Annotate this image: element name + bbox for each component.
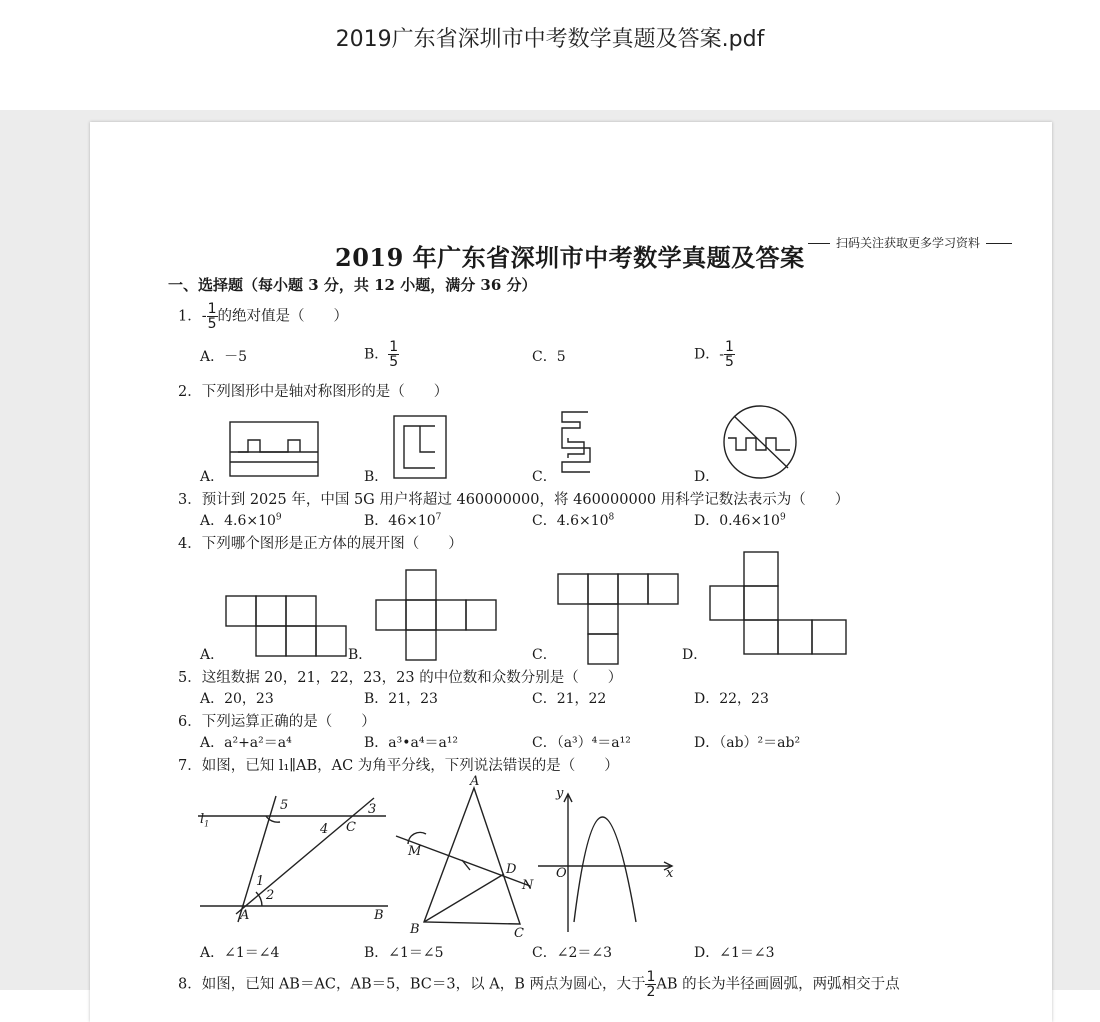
q6-option-b: B．a³•a⁴＝a¹² [364, 735, 459, 751]
q5-option-d: D．22，23 [694, 691, 769, 707]
fig2-label-n: N [522, 878, 534, 893]
parabola [574, 817, 636, 922]
fig1-label-2: 2 [266, 888, 275, 903]
q3-option-b: B．$46\times 10^7$ [364, 512, 442, 529]
q5-option-c: C．21，22 [532, 691, 607, 707]
question-3: 3．预计到 2025 年，中国 5G 用户将超过 460000000，将 460000000 用科学记数法表示为（ ） [178, 492, 850, 508]
fig2-label-d: D [506, 862, 517, 877]
pdf-viewer[interactable] [0, 110, 1100, 1000]
q5-option-b: B．21，23 [364, 691, 438, 707]
q7-option-d: D．∠1＝∠3 [694, 945, 775, 961]
q1-option-d: D．- $\frac{1}{5}$ [694, 339, 734, 370]
q7-option-a: A．∠1＝∠4 [200, 945, 280, 961]
q3-option-d: D．$0.46\times 10^9$ [694, 512, 786, 529]
file-title: 2019广东省深圳市中考数学真题及答案.pdf [335, 27, 765, 52]
q6-option-a: A．a²+a²＝a⁴ [200, 735, 292, 751]
q1-suffix: 的绝对值是（ ） [217, 308, 349, 325]
q2-option-a: A． [200, 469, 225, 485]
question-4: 4．下列哪个图形是正方体的展开图（ ） [178, 536, 463, 552]
q1-option-c: C．5 [532, 349, 566, 365]
fig1-label-c: C [346, 820, 356, 835]
side-note: 扫码关注获取更多学习资料 [808, 234, 1012, 251]
q2-option-b: B． [364, 469, 389, 485]
question-2: 2．下列图形中是轴对称图形的是（ ） [178, 384, 449, 400]
q4-option-c: C． [532, 647, 557, 663]
q7-figures [90, 122, 1052, 1022]
q1-fraction: $\frac{1}{5}$ [207, 301, 217, 332]
q3-option-a: A．$4.6\times 10^9$ [200, 512, 282, 529]
fig1-label-l1: $l_1$ [200, 812, 210, 829]
section-heading: 一、选择题（每小题 3 分，共 12 小题，满分 36 分） [168, 276, 537, 294]
fig2-label-m: M [408, 844, 422, 859]
question-5: 5．这组数据 20，21，22，23，23 的中位数和众数分别是（ ） [178, 670, 623, 686]
q3-option-c: C．$4.6\times 10^8$ [532, 512, 615, 529]
q7-option-b: B．∠1＝∠5 [364, 945, 444, 961]
q4-option-a: A． [200, 647, 225, 663]
q1-option-a: A．－5 [200, 349, 248, 365]
q7-option-c: C．∠2＝∠3 [532, 945, 612, 961]
fig1-label-b: B [374, 908, 384, 923]
fig2-label-b: B [410, 922, 420, 937]
fig1-label-3: 3 [368, 802, 377, 817]
q8-fraction: $\frac{1}{2}$ [646, 969, 656, 1000]
q6-option-c: C．（a³）⁴＝a¹² [532, 735, 631, 751]
fig3-label-o: O [556, 866, 567, 881]
q1-option-b: B． $\frac{1}{5}$ [364, 339, 399, 370]
question-7: 7．如图，已知 l₁∥AB，AC 为角平分线，下列说法错误的是（ ） [178, 758, 619, 774]
triangle-abc [424, 788, 520, 924]
fig2-label-c: C [514, 926, 524, 941]
fig3-label-x: x [666, 866, 674, 881]
title-bar [0, 0, 1100, 110]
question-8: 8．如图，已知 AB＝AC，AB＝5，BC＝3，以 A，B 两点为圆心，大于 $\frac{1}{2}$ AB 的长为半径画圆弧，两弧相交于点 [178, 969, 900, 1000]
fig1-label-1: 1 [256, 874, 265, 889]
document-title: 2019 年广东省深圳市中考数学真题及答案 [335, 243, 805, 272]
q4-option-b: B． [348, 647, 373, 663]
q4-option-d: D． [682, 647, 708, 663]
q5-option-a: A．20，23 [200, 691, 274, 707]
q2-option-d: D． [694, 469, 720, 485]
q2-option-c: C． [532, 469, 557, 485]
fig3-label-y: y [556, 786, 564, 801]
q1-prefix: 1．- [178, 308, 207, 325]
fig1-label-5: 5 [280, 798, 289, 813]
fig2-label-a: A [470, 774, 480, 789]
fig1-label-4: 4 [320, 822, 329, 837]
pdf-page [90, 122, 1052, 1022]
fig1-label-a: A [240, 908, 250, 923]
q6-option-d: D．（ab）²＝ab² [694, 735, 801, 751]
question-6: 6．下列运算正确的是（ ） [178, 714, 376, 730]
